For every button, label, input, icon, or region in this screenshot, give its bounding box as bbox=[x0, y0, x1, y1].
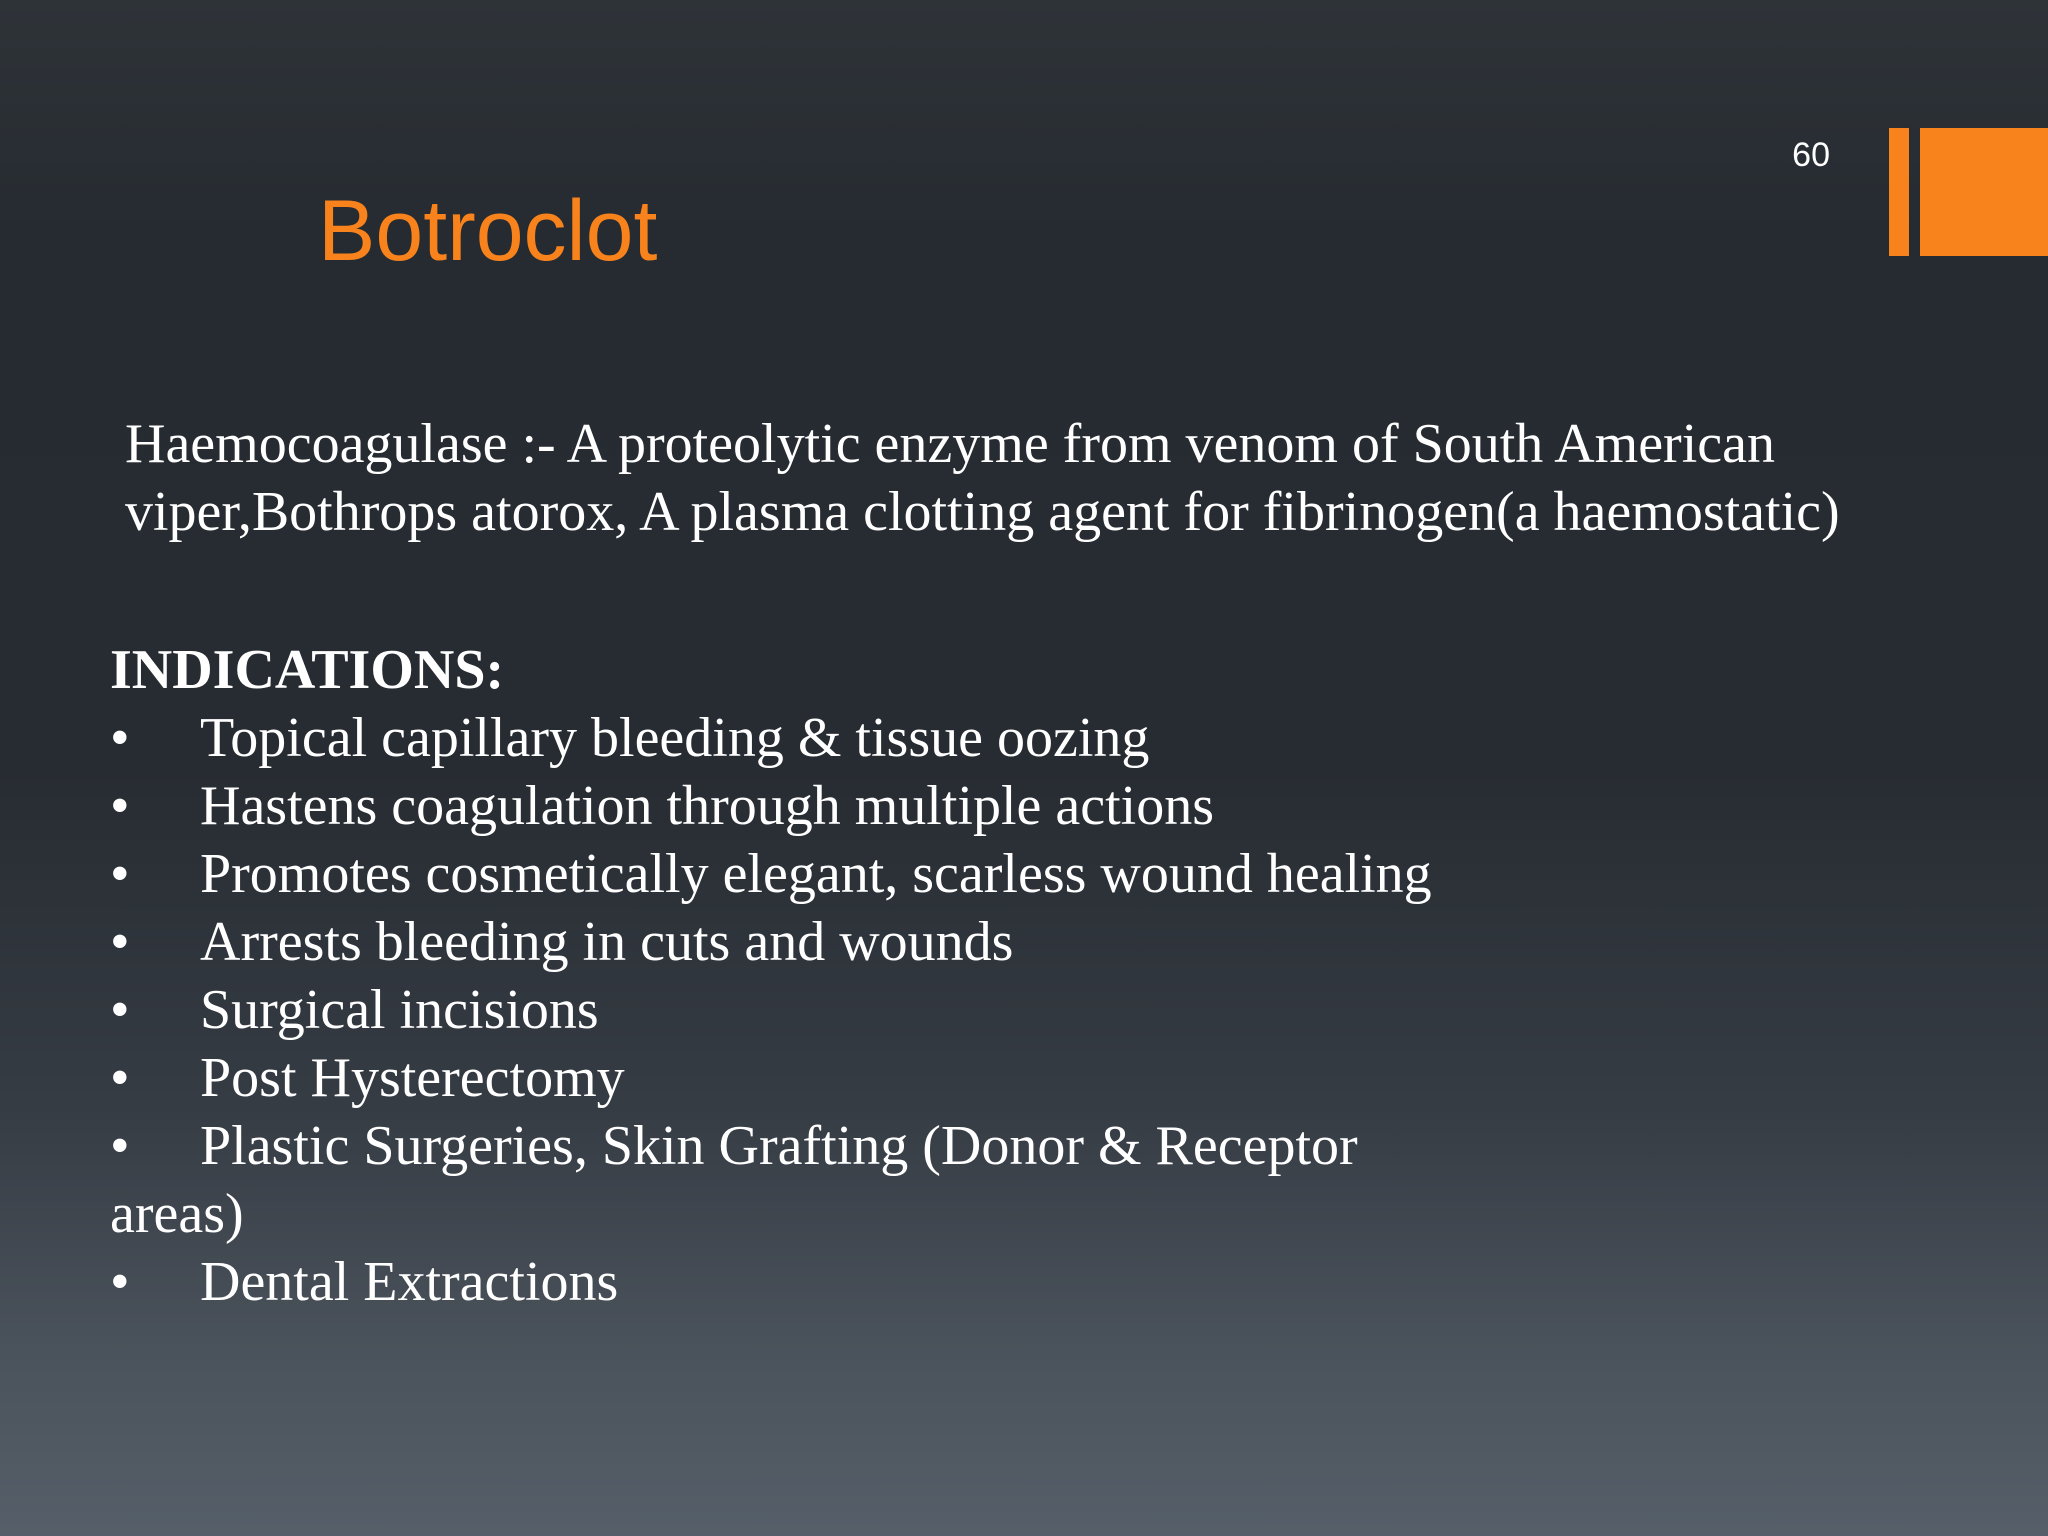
indications-section bbox=[110, 636, 1510, 1316]
list-item bbox=[110, 1248, 1510, 1316]
list-item bbox=[110, 1044, 1510, 1112]
list-item bbox=[110, 772, 1510, 840]
slide-title: Botroclot bbox=[318, 183, 658, 279]
bullet-icon: • bbox=[110, 911, 130, 973]
list-item-text: Plastic Surgeries, Skin Grafting (Donor & Receptor bbox=[200, 1115, 1358, 1177]
list-item-text: Promotes cosmetically elegant, scarless wound healing bbox=[200, 843, 1432, 905]
list-item-text: Post Hysterectomy bbox=[200, 1047, 625, 1109]
list-item bbox=[110, 908, 1510, 976]
list-item bbox=[110, 976, 1510, 1044]
list-item bbox=[110, 704, 1510, 772]
page-number: 60 bbox=[1792, 136, 1830, 174]
bullet-icon: • bbox=[110, 775, 130, 837]
indications-heading: INDICATIONS: bbox=[110, 639, 505, 701]
bullet-icon: • bbox=[110, 1251, 130, 1313]
list-item-text: Arrests bleeding in cuts and wounds bbox=[200, 911, 1014, 973]
intro-paragraph: Haemocoagulase :- A proteolytic enzyme from venom of South American viper,Bothrops atorox, A plasma clotting agent for fibrinogen(a haemostatic) bbox=[125, 413, 1840, 543]
list-item-text: Dental Extractions bbox=[200, 1251, 619, 1313]
bullet-icon: • bbox=[110, 1115, 130, 1177]
list-item-continuation: areas) bbox=[110, 1183, 244, 1245]
list-item bbox=[110, 1112, 1510, 1248]
bullet-icon: • bbox=[110, 843, 130, 905]
list-item-text: Surgical incisions bbox=[200, 979, 599, 1041]
bullet-icon: • bbox=[110, 1047, 130, 1109]
list-item bbox=[110, 840, 1510, 908]
list-item-text: Hastens coagulation through multiple actions bbox=[200, 775, 1215, 837]
indications-list bbox=[110, 704, 1510, 1316]
bullet-icon: • bbox=[110, 707, 130, 769]
accent-block bbox=[1920, 128, 2048, 256]
bullet-icon: • bbox=[110, 979, 130, 1041]
list-item-text: Topical capillary bleeding & tissue oozing bbox=[200, 707, 1150, 769]
accent-bar bbox=[1889, 128, 1909, 256]
